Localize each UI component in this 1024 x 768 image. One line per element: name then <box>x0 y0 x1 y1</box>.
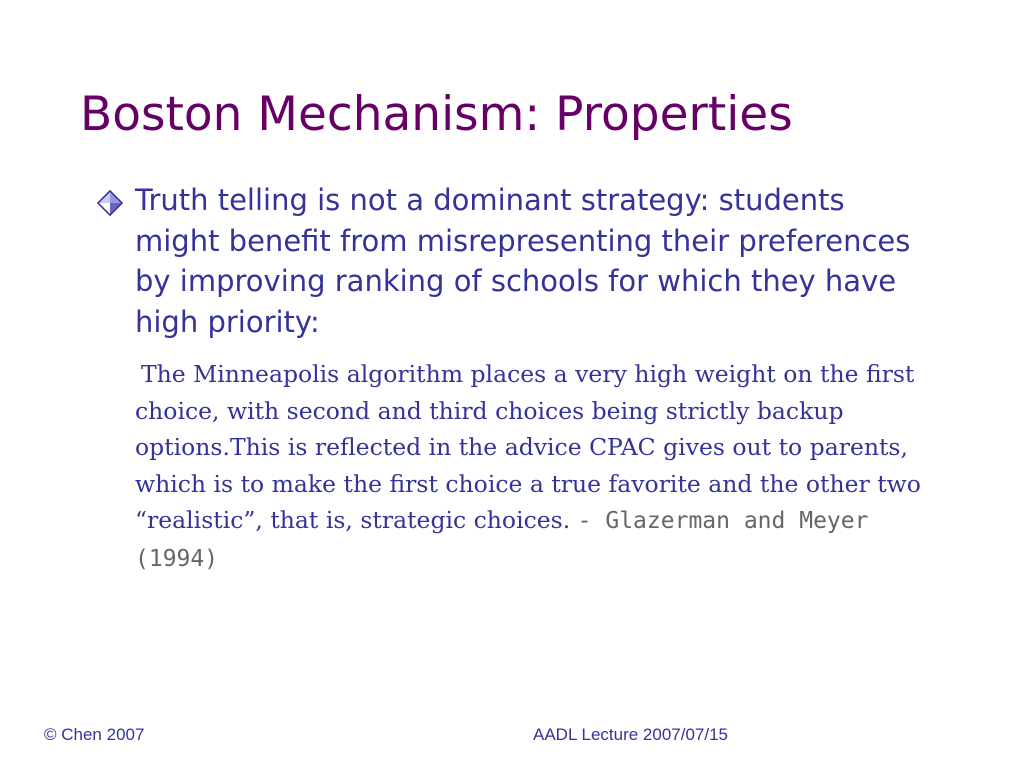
diamond-bullet-icon <box>97 190 123 216</box>
quote-text: The Minneapolis algorithm places a very high weight on the first choice, with second and third choices being strictly backup options.This is reflected in the advice CPAC gives out to parents, which is to make the first choice a true favorite and the other two “realistic”, that is, strategic choices. <box>135 360 921 534</box>
footer-copyright: © Chen 2007 <box>44 725 145 744</box>
slide-title: Boston Mechanism: Properties <box>80 87 793 142</box>
bullet-item <box>97 180 917 342</box>
bullet-text: Truth telling is not a dominant strategy: students might benefit from misrepresenting their preferences by improving ranking of schools for which they have high priority: <box>135 183 911 339</box>
footer-lecture-info: AADL Lecture 2007/07/15 <box>533 725 729 744</box>
quote-block <box>135 356 955 577</box>
quote-citation: - Glazerman and Meyer (1994) <box>135 508 869 572</box>
